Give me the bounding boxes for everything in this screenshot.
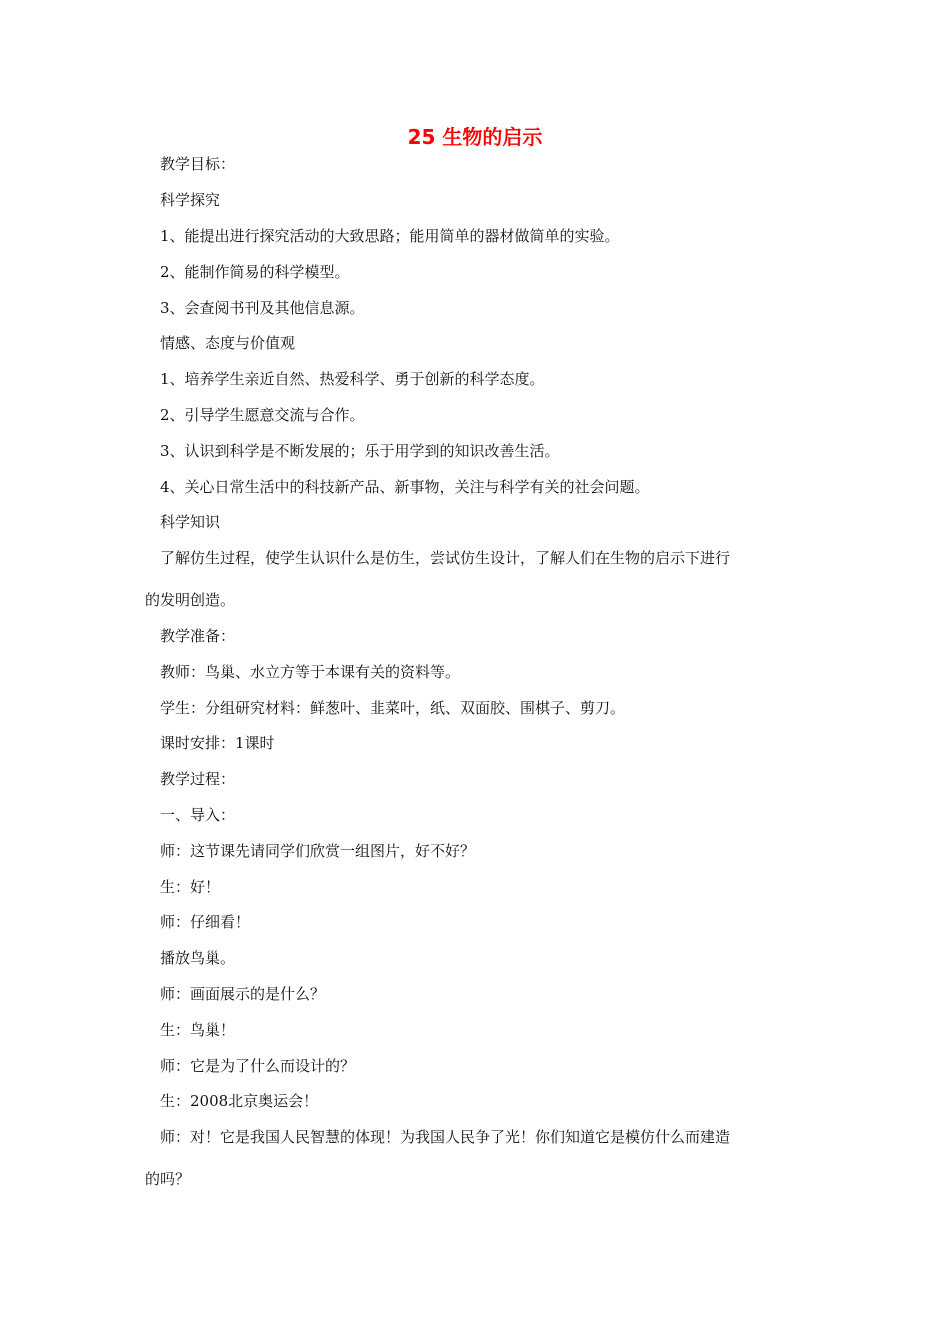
paragraph-line: 课时安排：1课时 [160,734,275,752]
paragraph-line: 教师：鸟巢、水立方等于本课有关的资料等。 [160,663,461,681]
document-title: 25 生物的启示 [407,125,543,149]
subheading-science-inquiry: 科学探究 [160,191,221,209]
list-item: 3、会查阅书刊及其他信息源。 [160,299,365,317]
subheading-intro: 一、导入： [160,806,236,824]
paragraph-line-continued: 的发明创造。 [145,591,236,609]
section-heading-teaching-goals: 教学目标： [160,155,236,173]
subheading-science-knowledge: 科学知识 [160,513,221,531]
section-heading-preparation: 教学准备： [160,627,236,645]
list-item: 3、认识到科学是不断发展的；乐于用学到的知识改善生活。 [160,442,560,460]
dialogue-line-continued: 的吗？ [145,1170,191,1188]
dialogue-line: 师：这节课先请同学们欣赏一组图片，好不好？ [160,842,476,860]
list-item: 2、引导学生愿意交流与合作。 [160,406,365,424]
dialogue-line: 师：它是为了什么而设计的？ [160,1057,356,1075]
section-heading-process: 教学过程： [160,770,236,788]
dialogue-line: 播放鸟巢。 [160,949,236,967]
dialogue-line: 师：仔细看！ [160,913,251,931]
dialogue-line: 生：2008北京奥运会！ [160,1092,319,1110]
list-item: 1、能提出进行探究活动的大致思路；能用简单的器材做简单的实验。 [160,227,620,245]
list-item: 2、能制作简易的科学模型。 [160,263,350,281]
dialogue-line: 师：画面展示的是什么？ [160,985,326,1003]
paragraph-line: 了解仿生过程，使学生认识什么是仿生，尝试仿生设计，了解人们在生物的启示下进行 [160,549,731,567]
subheading-emotion-attitude: 情感、态度与价值观 [160,334,296,352]
list-item: 4、关心日常生活中的科技新产品、新事物，关注与科学有关的社会问题。 [160,478,650,496]
list-item: 1、培养学生亲近自然、热爱科学、勇于创新的科学态度。 [160,370,545,388]
paragraph-line: 学生：分组研究材料：鲜葱叶、韭菜叶，纸、双面胶、围棋子、剪刀。 [160,699,626,717]
dialogue-line: 生：鸟巢！ [160,1021,236,1039]
dialogue-line: 生：好！ [160,878,221,896]
dialogue-line: 师：对！它是我国人民智慧的体现！为我国人民争了光！你们知道它是模仿什么而建造 [160,1128,731,1146]
